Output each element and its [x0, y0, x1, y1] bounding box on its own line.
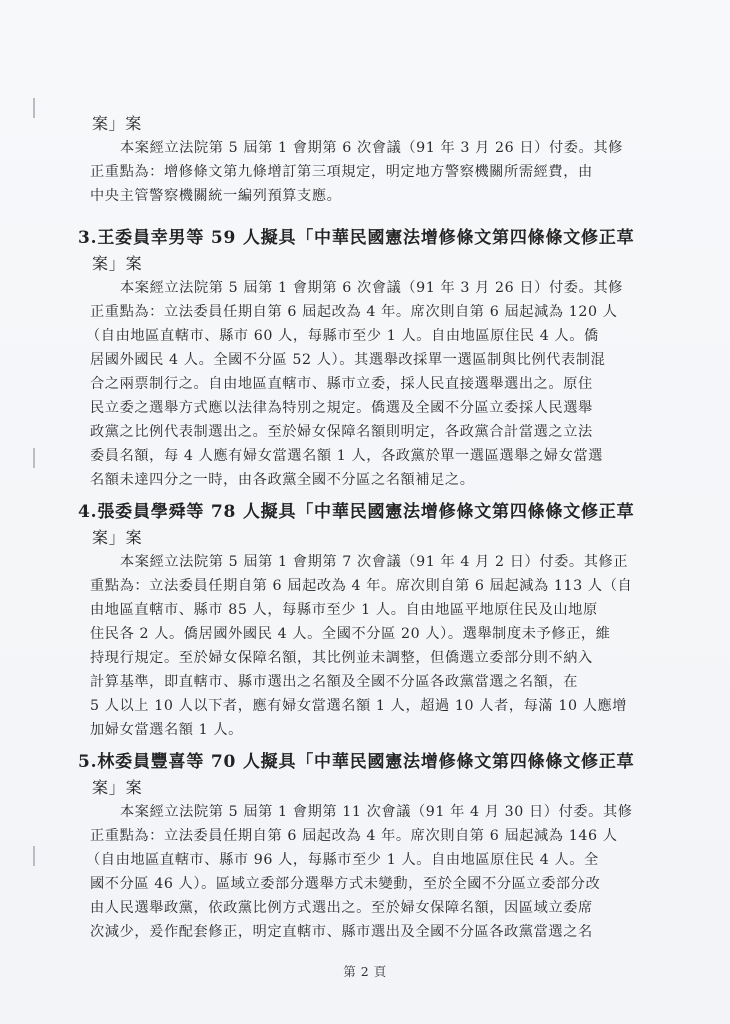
section-body-line: （自由地區直轄市、縣市 96 人，每縣市至少 1 人。自由地區原住民 4 人。全 — [86, 852, 599, 868]
section-body-line: 重點為：立法委員任期自第 6 屆起改為 4 年。席次則自第 6 屆起減為 113 人（自 — [90, 578, 633, 594]
binding-mark — [33, 98, 35, 118]
section-body-line: 本案經立法院第 5 屆第 1 會期第 11 次會議（91 年 4 月 30 日）付委。其修 — [120, 804, 633, 820]
section-body-line: 名額未達四分之一時，由各政黨全國不分區之名額補足之。 — [90, 472, 475, 488]
section-body-line: 合之兩票制行之。自由地區直轄市、縣市立委，採人民直接選舉選出之。原住 — [90, 376, 593, 392]
section-body-line: 計算基準，即直轄市、縣市選出之名額及全國不分區各政黨當選之名額，在 — [90, 674, 578, 690]
section-body-line: 5 人以上 10 人以下者，應有婦女當選名額 1 人，超過 10 人者，每滿 10 人應增 — [90, 698, 628, 714]
section-body-line: 民立委之選舉方式應以法律為特別之規定。僑選及全國不分區立委採人民選舉 — [90, 400, 593, 416]
intro-body-line: 中央主管警察機關統一編列預算支應。 — [90, 188, 342, 204]
intro-body-line: 正重點為：增修條文第九條增訂第三項規定，明定地方警察機關所需經費，由 — [90, 164, 593, 180]
section-body-line: （自由地區直轄市、縣市 60 人，每縣市至少 1 人。自由地區原住民 4 人。僑 — [86, 328, 599, 344]
page-number: 第 2 頁 — [343, 964, 387, 979]
section-body-line: 政黨之比例代表制選出之。至於婦女保障名額則明定，各政黨合計當選之立法 — [90, 424, 593, 440]
section-body-line: 由地區直轄市、縣市 85 人，每縣市至少 1 人。自由地區平地原住民及山地原 — [90, 602, 598, 618]
section-heading: 案」案 — [92, 254, 143, 273]
section-heading: 3.王委員幸男等 59 人擬具「中華民國憲法增修條文第四條條文修正草 — [78, 228, 635, 248]
section-body-line: 持現行規定。至於婦女保障名額，其比例並未調整，但僑選立委部分則不納入 — [90, 650, 593, 666]
section-heading: 4.張委員學舜等 78 人擬具「中華民國憲法增修條文第四條條文修正草 — [78, 502, 635, 522]
section-body-line: 次減少，爰作配套修正，明定直轄市、縣市選出及全國不分區各政黨當選之名 — [90, 924, 593, 940]
intro-body-line: 本案經立法院第 5 屆第 1 會期第 6 次會議（91 年 3 月 26 日）付委。其修 — [120, 140, 623, 156]
section-body-line: 住民各 2 人。僑居國外國民 4 人。全國不分區 20 人）。選舉制度未予修正，維 — [90, 626, 611, 642]
binding-mark — [33, 448, 35, 468]
section-body-line: 本案經立法院第 5 屆第 1 會期第 7 次會議（91 年 4 月 2 日）付委。其修正 — [120, 554, 629, 570]
section-body-line: 委員名額，每 4 人應有婦女當選名額 1 人，各政黨於單一選區選舉之婦女當選 — [90, 448, 603, 464]
section-body-line: 正重點為：立法委員任期自第 6 屆起改為 4 年。席次則自第 6 屆起減為 146 人 — [90, 828, 618, 844]
section-heading: 5.林委員豐喜等 70 人擬具「中華民國憲法增修條文第四條條文修正草 — [78, 752, 635, 772]
section-body-line: 國不分區 46 人）。區域立委部分選舉方式未變動，至於全國不分區立委部分改 — [90, 876, 601, 892]
section-body-line: 加婦女當選名額 1 人。 — [90, 722, 243, 738]
section-heading: 案」案 — [92, 528, 143, 547]
binding-mark — [33, 846, 35, 866]
section-body-line: 本案經立法院第 5 屆第 1 會期第 6 次會議（91 年 3 月 26 日）付委。其修 — [120, 280, 623, 296]
section-body-line: 居國外國民 4 人。全國不分區 52 人）。其選舉改採單一選區制與比例代表制混 — [90, 352, 606, 368]
section-body-line: 正重點為：立法委員任期自第 6 屆起改為 4 年。席次則自第 6 屆起減為 120 人 — [90, 304, 618, 320]
section-body-line: 由人民選舉政黨，依政黨比例方式選出之。至於婦女保障名額，因區域立委席 — [90, 900, 593, 916]
section-heading: 案」案 — [92, 778, 143, 797]
intro-heading-tail: 案」案 — [92, 114, 142, 133]
